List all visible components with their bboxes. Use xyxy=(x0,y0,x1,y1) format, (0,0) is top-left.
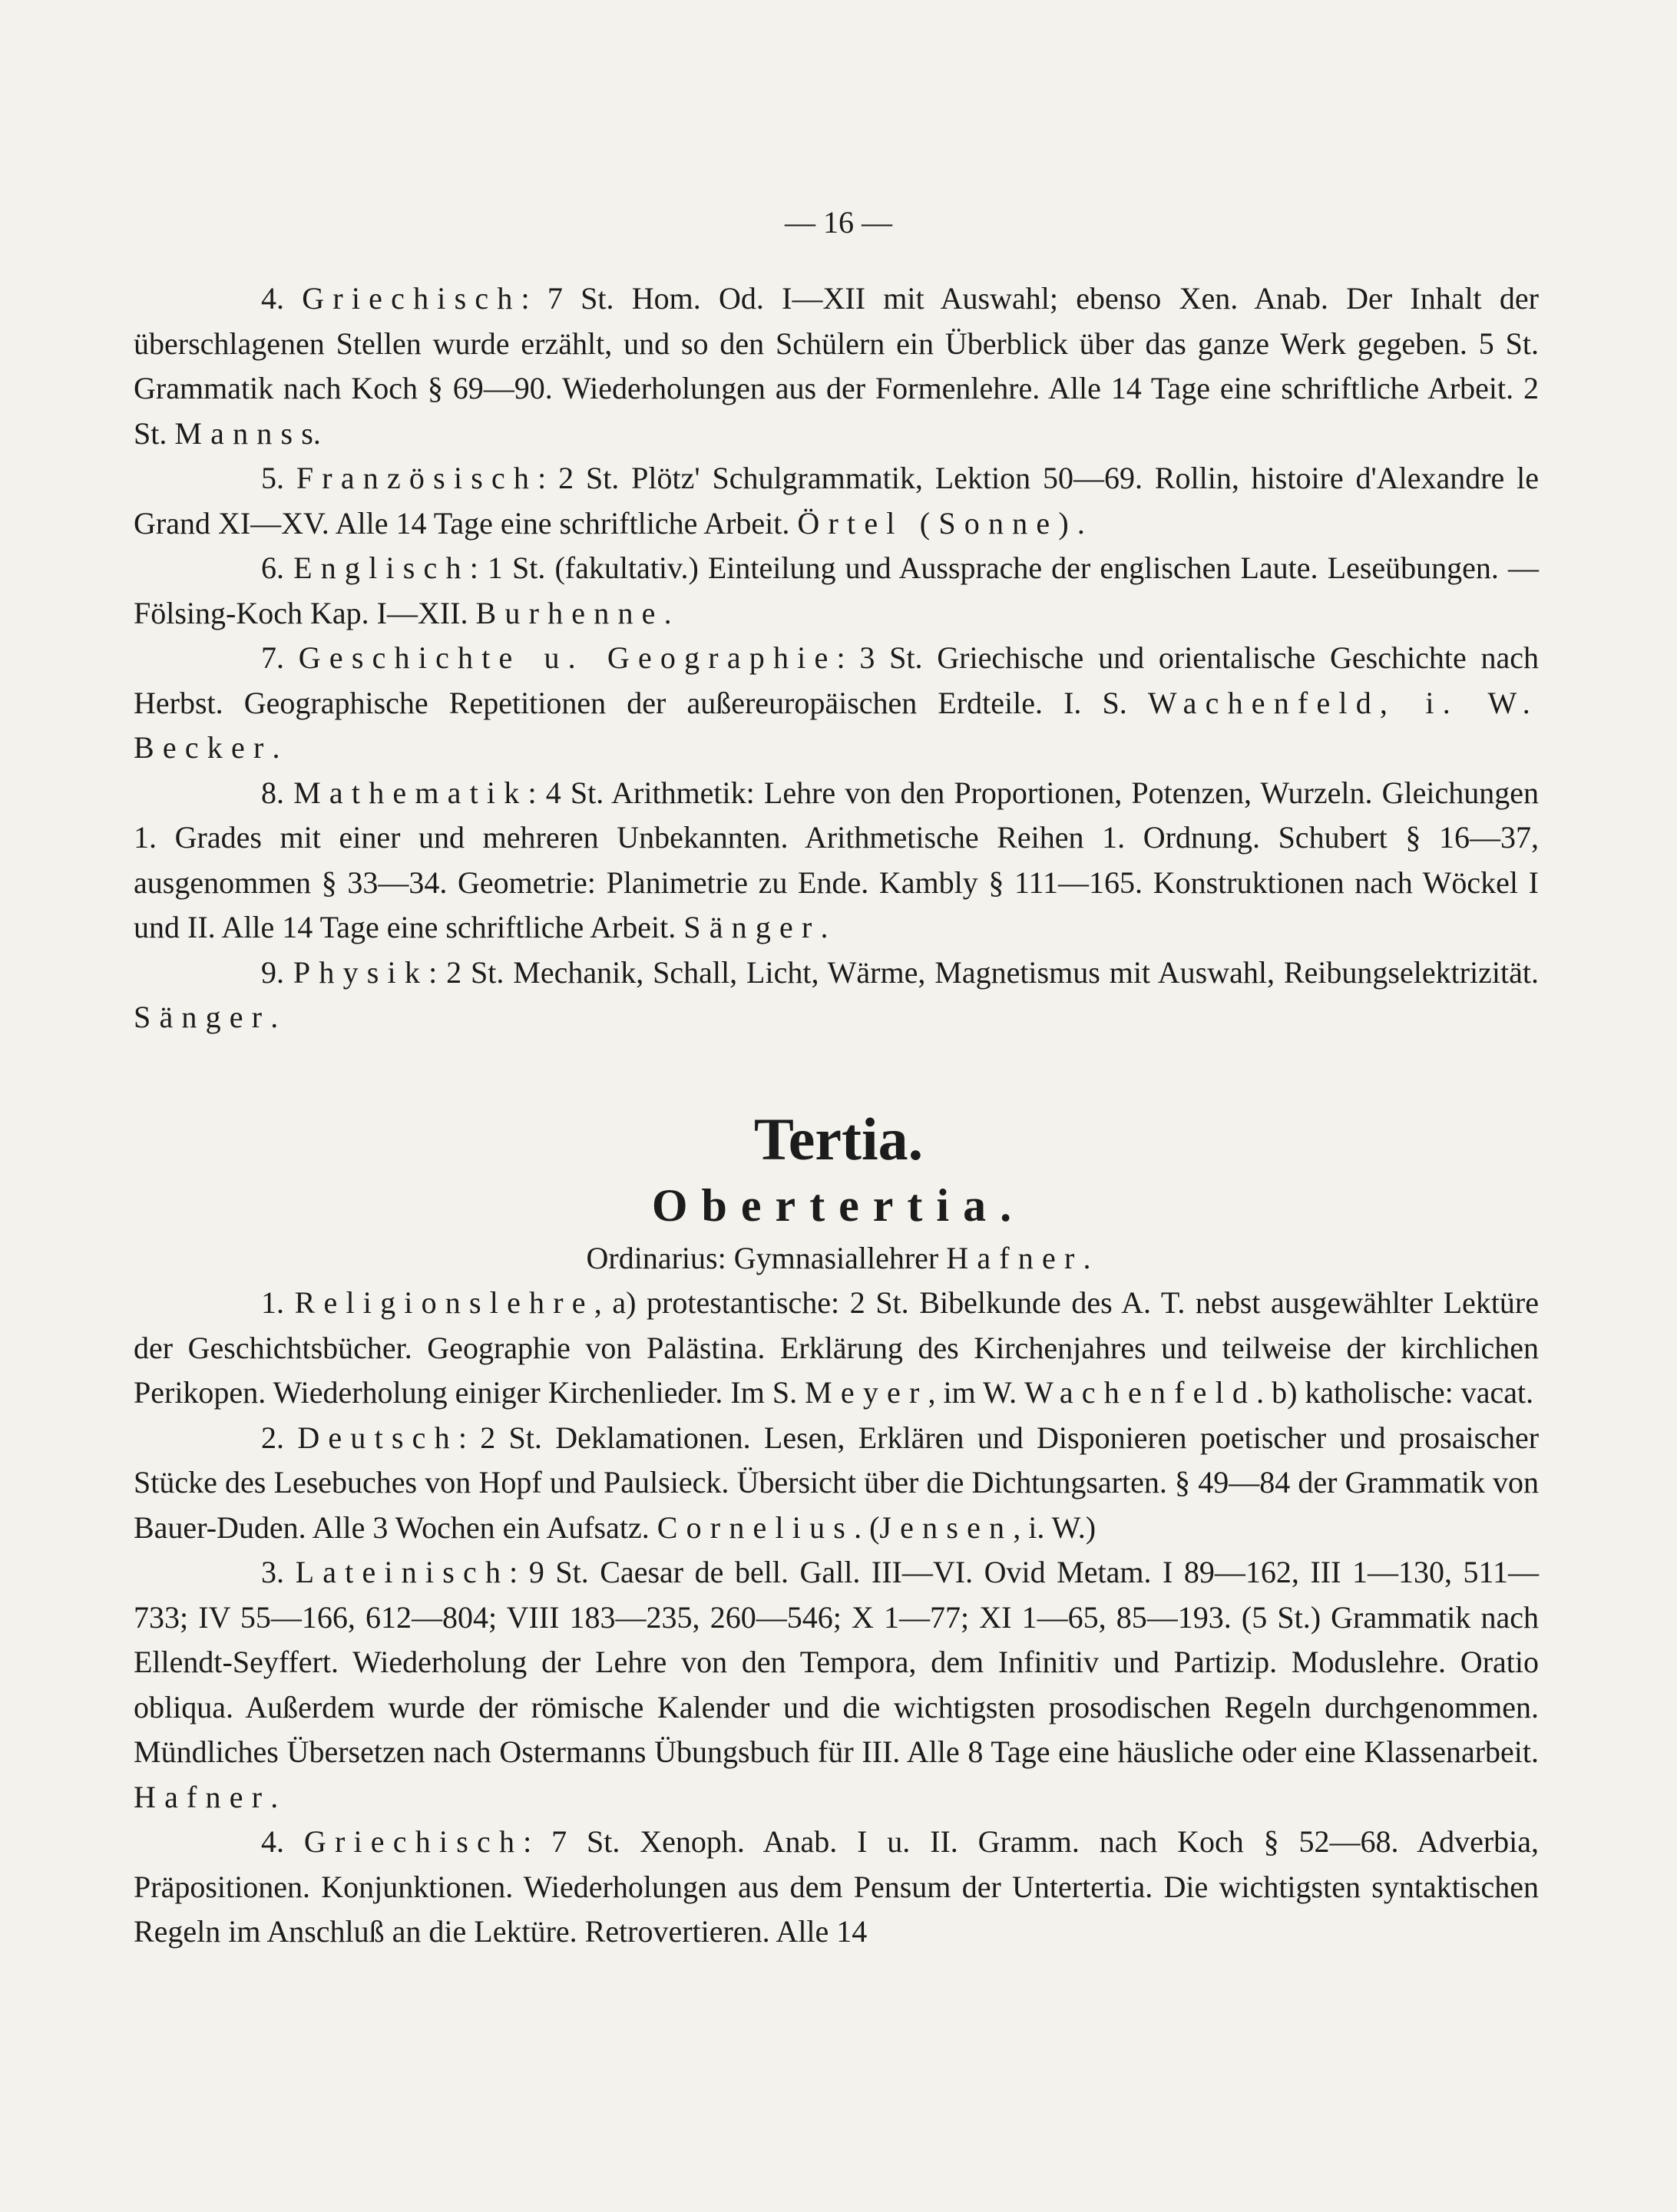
section-subheading-obertertia: Obertertia. xyxy=(651,1180,1026,1231)
teacher-name: Örtel (Sonne) xyxy=(797,505,1077,541)
subject-label: Religionslehre xyxy=(294,1285,594,1320)
paragraph-englisch: 6. Englisch: 1 St. (fakultativ.) Einteilung und Aussprache der englischen Laute. Leseübungen. — Fölsing-Koch Kap. I—XII. Burhenne. xyxy=(134,551,1539,630)
paragraph-geschichte: 7. Geschichte u. Geographie: 3 St. Griechische und orientalische Geschichte nach Herbst. Geographische Repetitionen der außereuropäischen Erdteile. I. S. Wachenfeld, i. W. Becker. xyxy=(134,640,1540,765)
teacher-name: Manns xyxy=(174,415,302,451)
subject-label: Griechisch xyxy=(302,281,521,316)
subject-label: Griechisch xyxy=(303,1824,524,1859)
teacher-name: Burhenne xyxy=(475,595,664,630)
subject-label: Geschichte u. Geographie xyxy=(298,640,837,675)
ordinarius-line: Ordinarius: Gymnasiallehrer Hafner. xyxy=(586,1241,1091,1275)
paragraph-mathematik: 8. Mathematik: 4 St. Arithmetik: Lehre von den Proportionen, Potenzen, Wurzeln. Gleichungen 1. Grades mit einer und mehreren Unbekannten. Arithmetische Reihen 1. Ordnung. Schubert § 16—37, ausgenommen § 33—34. Geometrie: Planimetrie zu Ende. Kambly § 111—165. Konstruktionen nach Wöckel I und II. Alle 14 Tage eine schriftliche Arbeit. Sänger. xyxy=(134,775,1540,944)
lower-section xyxy=(134,1281,1539,1955)
paragraph-griechisch-upper: 4. Griechisch: 7 St. Hom. Od. I—XII mit Auswahl; ebenso Xen. Anab. Der Inhalt der überschlagenen Stellen wurde erzählt, und so den Schülern ein Überblick über das ganze Werk gegeben. 5 St. Grammatik nach Koch § 69—90. Wiederholungen aus der Formenlehre. Alle 14 Tage eine schriftliche Arbeit. 2 St. Mannss. xyxy=(134,281,1539,451)
teacher-name: Wachenfeld, i. W. Becker xyxy=(134,685,1539,765)
subject-label: Lateinisch xyxy=(295,1555,510,1589)
teacher-name: Meyer xyxy=(805,1375,928,1410)
subject-label: Mathematik xyxy=(293,775,528,810)
paragraph-lateinisch: 3. Lateinisch: 9 St. Caesar de bell. Gall. III—VI. Ovid Metam. I 89—162, III 1—130, 511—733; IV 55—166, 612—804; VIII 183—235, 260—546; X 1—77; XI 1—65, 85—193. (5 St.) Grammatik nach Ellendt-Seyffert. Wiederholung der Lehre von den Tempora, dem Infinitiv und Partizip. Moduslehre. Oratio obliqua. Außerdem wurde der römische Kalender und die wichtigsten prosodischen Regeln durchgenommen. Mündliches Übersetzen nach Ostermanns Übungsbuch für III. Alle 8 Tage eine häusliche oder eine Klassenarbeit. Hafner. xyxy=(134,1555,1540,1814)
subject-label: Englisch xyxy=(293,551,470,585)
teacher-name: Hafner xyxy=(134,1779,271,1814)
teacher-name: Jensen xyxy=(879,1509,1014,1545)
subject-label: Französisch xyxy=(296,461,538,495)
paragraph-physik: 9. Physik: 2 St. Mechanik, Schall, Licht, Wärme, Magnetismus mit Auswahl, Reibungselektrizität. Sänger. xyxy=(134,954,1540,1034)
teacher-name: Sänger xyxy=(683,910,821,944)
teacher-name: Hafner xyxy=(946,1241,1083,1275)
subject-label: Physik xyxy=(293,954,429,990)
upper-section xyxy=(134,276,1539,1040)
teacher-name: Cornelius xyxy=(657,1509,855,1545)
section-heading-tertia: Tertia. xyxy=(753,1106,924,1172)
teacher-name: Sänger xyxy=(134,1000,271,1034)
paragraph-deutsch: 2. Deutsch: 2 St. Deklamationen. Lesen, Erklären und Disponieren poetischer und prosaischer Stücke des Lesebuches von Hopf und Paulsieck. Übersicht über die Dichtungsarten. § 49—84 der Grammatik von Bauer-Duden. Alle 3 Wochen ein Aufsatz. Cornelius. (Jensen, i. W.) xyxy=(134,1420,1540,1545)
paragraph-griechisch-lower: 4. Griechisch: 7 St. Xenoph. Anab. I u. II. Gramm. nach Koch § 52—68. Adverbia, Präpositionen. Konjunktionen. Wiederholungen aus dem Pensum der Untertertia. Die wichtigsten syntaktischen Regeln im Anschluß an die Lektüre. Retrovertieren. Alle 14 xyxy=(134,1824,1540,1949)
paragraph-franzoesisch: 5. Französisch: 2 St. Plötz' Schulgrammatik, Lektion 50—69. Rollin, histoire d'Alexandre le Grand XI—XV. Alle 14 Tage eine schriftliche Arbeit. Örtel (Sonne). xyxy=(134,461,1540,541)
paragraph-religionslehre: 1. Religionslehre, a) protestantische: 2 St. Bibelkunde des A. T. nebst ausgewählter Lektüre der Geschichtsbücher. Geographie von Palästina. Erklärung des Kirchenjahres und teilweise der kirchlichen Perikopen. Wiederholung einiger Kirchenlieder. Im S. Meyer, im W. Wachenfeld. b) katholische: vacat. xyxy=(134,1285,1539,1410)
teacher-name: Wachenfeld xyxy=(1024,1375,1257,1410)
page-number: — 16 — xyxy=(785,205,892,240)
subject-label: Deutsch xyxy=(297,1420,458,1455)
